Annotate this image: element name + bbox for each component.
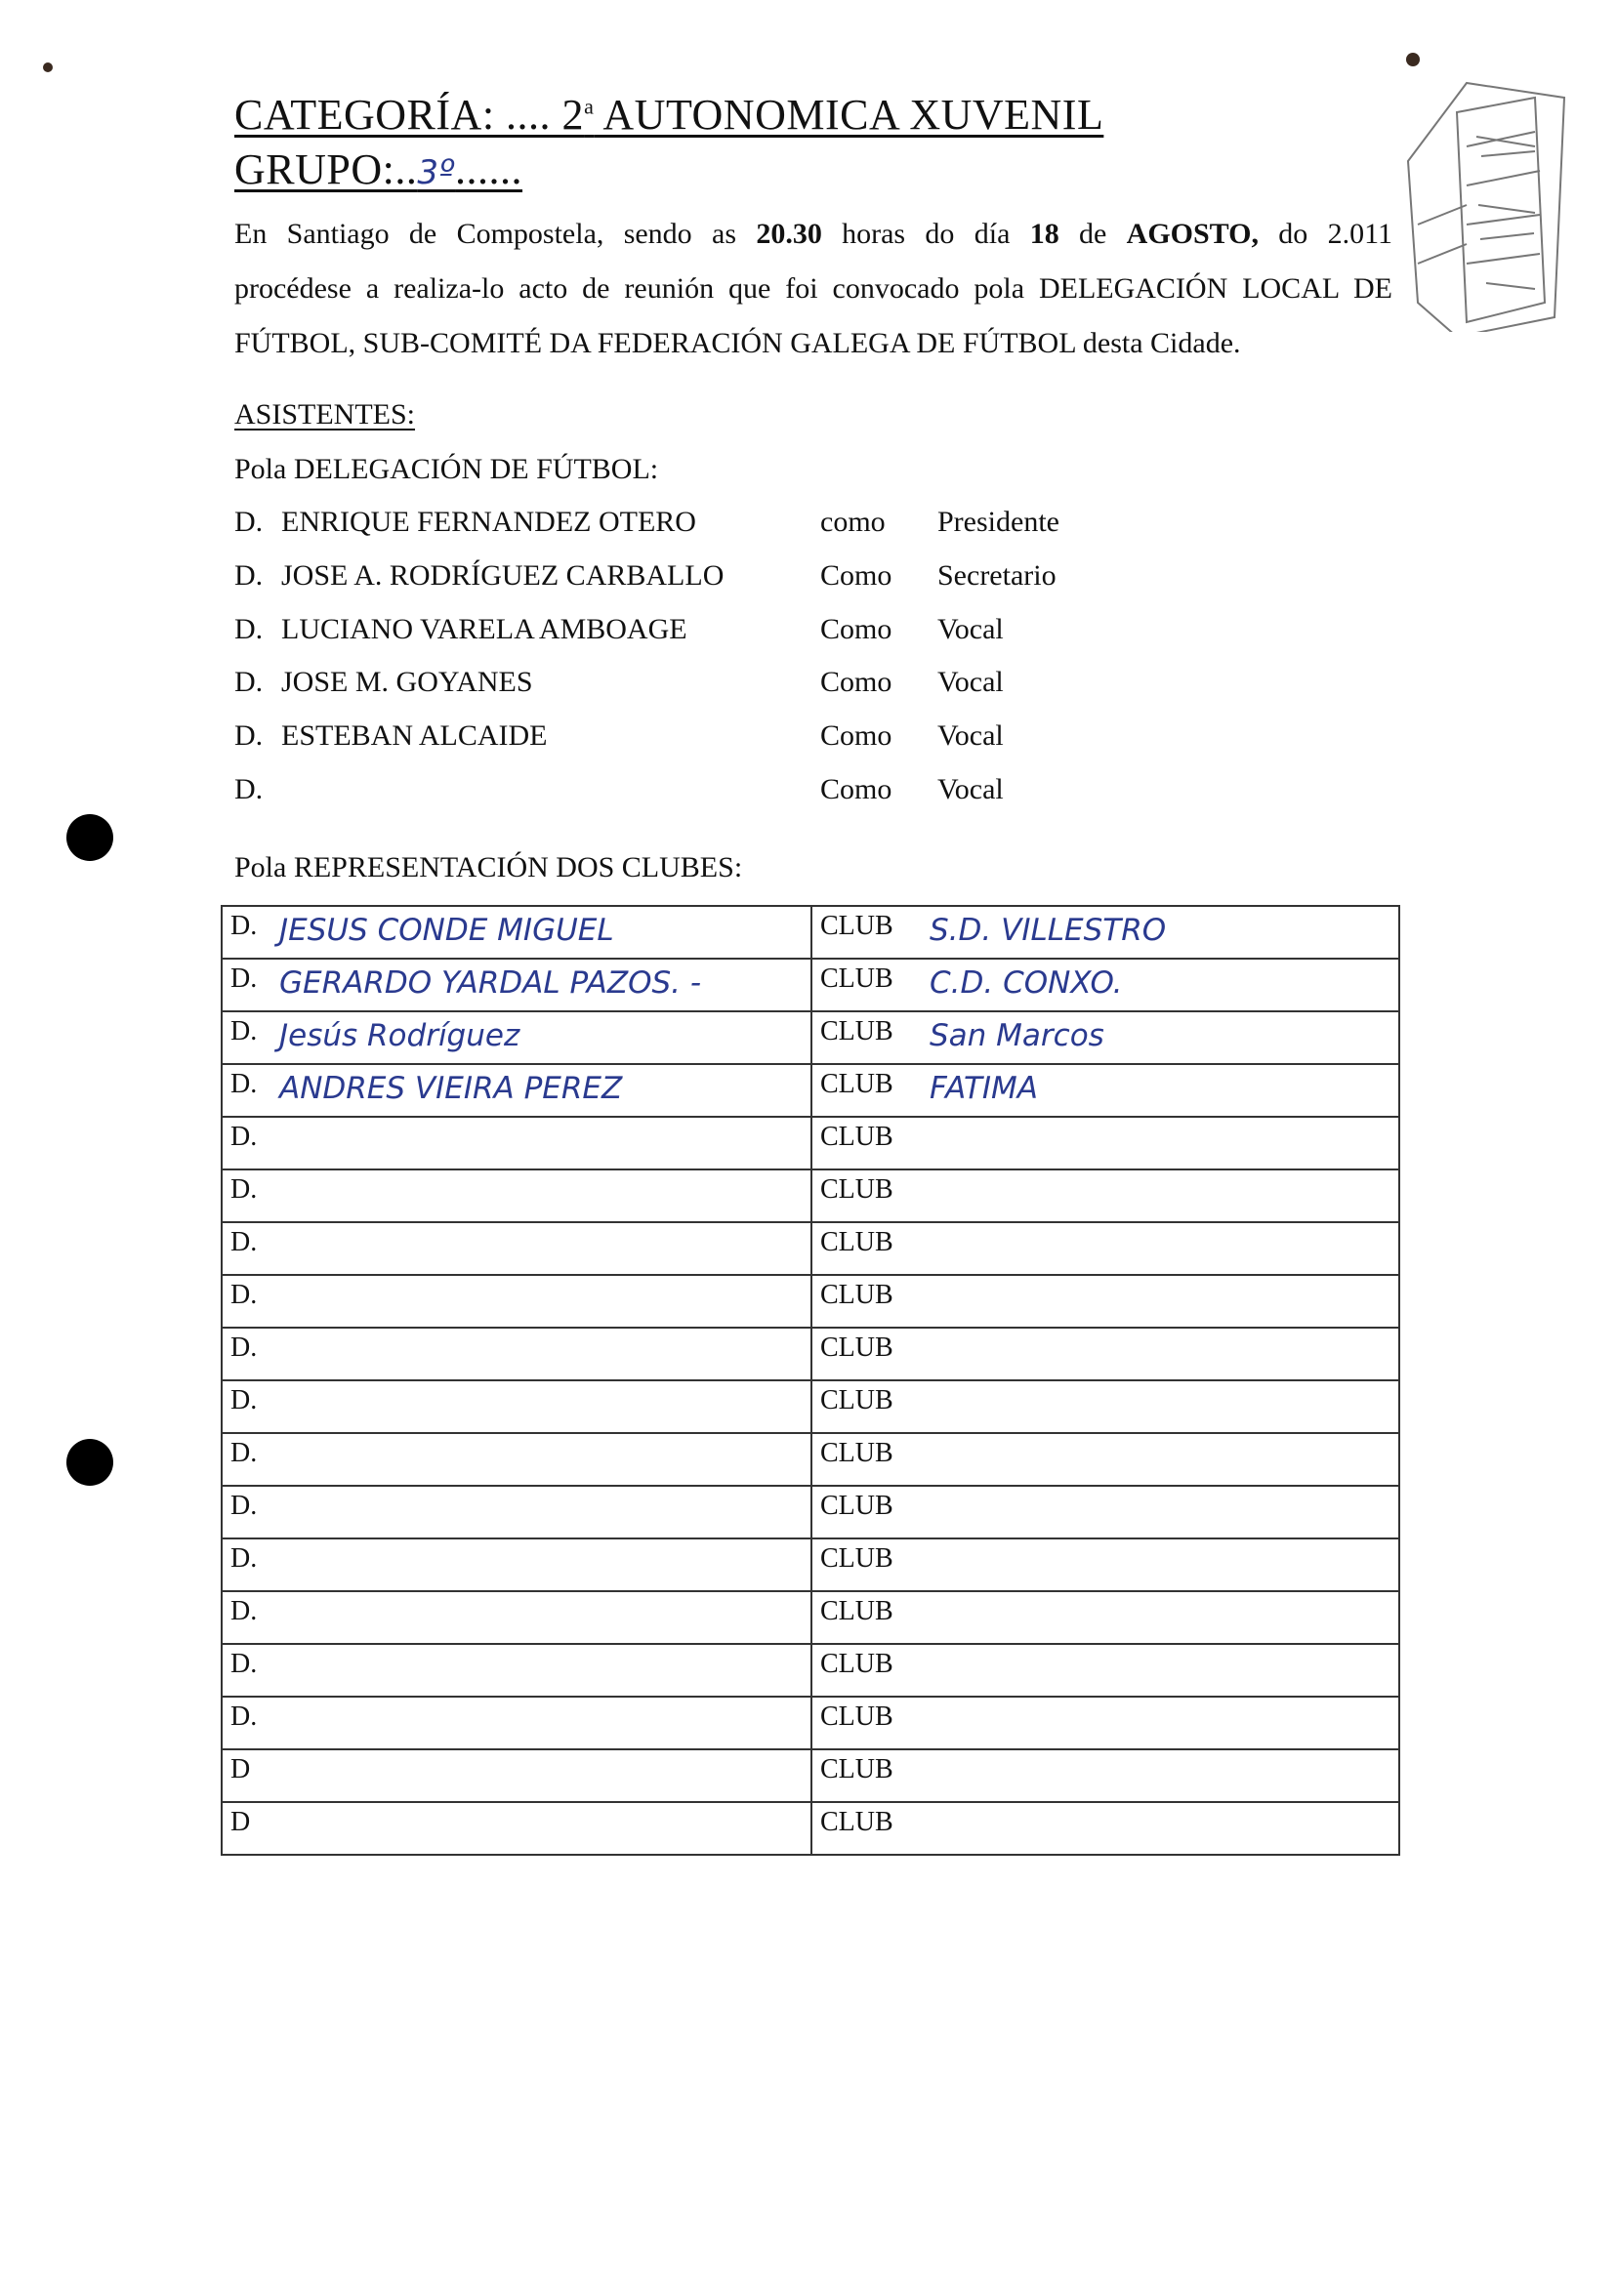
representative-cell — [222, 906, 811, 959]
club-cell — [811, 1117, 1399, 1169]
club-row — [222, 1011, 1399, 1064]
club-label: CLUB — [820, 911, 893, 941]
member-row: D. JOSE M. GOYANES Como Vocal — [234, 666, 1004, 698]
representative-cell — [222, 1591, 811, 1644]
member-row: D. ESTEBAN ALCAIDE Como Vocal — [234, 719, 1004, 752]
representative-prefix: D. — [230, 1438, 258, 1468]
pencil-sketch-icon — [1398, 68, 1574, 332]
representative-cell — [222, 1275, 811, 1328]
club-cell — [811, 1644, 1399, 1697]
categoria-title: CATEGORÍA: .... 2$^a$ AUTONOMICA XUVENIL — [234, 91, 1104, 139]
club-label: CLUB — [820, 1280, 893, 1310]
club-cell — [811, 1328, 1399, 1380]
representative-prefix: D. — [230, 1543, 258, 1574]
representative-prefix: D. — [230, 1069, 258, 1099]
representative-cell — [222, 1117, 811, 1169]
club-label: CLUB — [820, 1596, 893, 1626]
representative-cell — [222, 1222, 811, 1275]
representative-prefix: D. — [230, 1280, 258, 1310]
ink-speck — [1406, 53, 1420, 66]
representative-cell — [222, 1169, 811, 1222]
representative-cell — [222, 1328, 811, 1380]
club-name-handwritten: FATIMA — [930, 1071, 1038, 1106]
clubes-label: Pola REPRESENTACIÓN DOS CLUBES: — [234, 851, 743, 883]
intro-paragraph — [234, 207, 1392, 371]
member-row: D. LUCIANO VARELA AMBOAGE Como Vocal — [234, 613, 1004, 645]
club-row — [222, 959, 1399, 1011]
club-cell — [811, 1433, 1399, 1486]
member-row: D. ENRIQUE FERNANDEZ OTERO como Presidente — [234, 506, 1059, 538]
club-cell — [811, 1169, 1399, 1222]
intro-line-2: procédese a realiza-lo acto de reunión que foi convocado pola DELEGACIÓN LOCAL DE — [234, 272, 1392, 305]
intro-line-3: FÚTBOL, SUB-COMITÉ DA FEDERACIÓN GALEGA DE FÚTBOL desta Cidade. — [234, 327, 1241, 359]
club-cell — [811, 1802, 1399, 1855]
representative-cell — [222, 1380, 811, 1433]
club-row — [222, 1433, 1399, 1486]
club-row — [222, 1328, 1399, 1380]
club-cell — [811, 1538, 1399, 1591]
representative-prefix: D. — [230, 1596, 258, 1626]
representative-cell — [222, 1802, 811, 1855]
club-label: CLUB — [820, 1543, 893, 1574]
representative-cell — [222, 1486, 811, 1538]
club-row — [222, 1697, 1399, 1749]
representative-prefix: D. — [230, 911, 258, 941]
representative-cell — [222, 1433, 811, 1486]
representative-prefix: D. — [230, 964, 258, 994]
club-name-handwritten: S.D. VILLESTRO — [930, 913, 1167, 948]
member-row: D. JOSE A. RODRÍGUEZ CARBALLO Como Secretario — [234, 559, 1057, 592]
clubs-table — [221, 905, 1400, 1856]
asistentes-heading: ASISTENTES: — [234, 398, 416, 430]
club-label: CLUB — [820, 1069, 893, 1099]
representative-prefix: D. — [230, 1016, 258, 1046]
representative-prefix: D — [230, 1807, 251, 1837]
representative-cell — [222, 1697, 811, 1749]
club-label: CLUB — [820, 1227, 893, 1257]
club-cell — [811, 1591, 1399, 1644]
club-row — [222, 1538, 1399, 1591]
club-row — [222, 1802, 1399, 1855]
club-label: CLUB — [820, 1385, 893, 1415]
representative-prefix: D. — [230, 1491, 258, 1521]
representative-prefix: D. — [230, 1174, 258, 1205]
club-cell — [811, 1697, 1399, 1749]
representative-prefix: D. — [230, 1702, 258, 1732]
club-cell — [811, 1222, 1399, 1275]
club-label: CLUB — [820, 1754, 893, 1784]
delegacion-label: Pola DELEGACIÓN DE FÚTBOL: — [234, 453, 659, 485]
club-name-handwritten: C.D. CONXO. — [930, 965, 1123, 1001]
club-label: CLUB — [820, 1332, 893, 1363]
club-row — [222, 1169, 1399, 1222]
club-label: CLUB — [820, 1702, 893, 1732]
club-row — [222, 1275, 1399, 1328]
club-row — [222, 1064, 1399, 1117]
punch-hole — [66, 814, 113, 861]
representative-signature: JESUS CONDE MIGUEL — [279, 913, 614, 948]
club-name-handwritten: San Marcos — [930, 1018, 1104, 1053]
club-label: CLUB — [820, 1174, 893, 1205]
club-cell — [811, 1064, 1399, 1117]
representative-prefix: D. — [230, 1649, 258, 1679]
club-row — [222, 1222, 1399, 1275]
club-row — [222, 1486, 1399, 1538]
club-row — [222, 906, 1399, 959]
representative-cell — [222, 1644, 811, 1697]
club-cell — [811, 1011, 1399, 1064]
representative-prefix: D. — [230, 1227, 258, 1257]
club-label: CLUB — [820, 964, 893, 994]
punch-hole — [66, 1439, 113, 1486]
club-cell — [811, 959, 1399, 1011]
representative-cell — [222, 1538, 811, 1591]
club-cell — [811, 906, 1399, 959]
club-row — [222, 1591, 1399, 1644]
club-row — [222, 1380, 1399, 1433]
representative-signature: GERARDO YARDAL PAZOS. - — [279, 965, 702, 1001]
club-label: CLUB — [820, 1438, 893, 1468]
representative-cell — [222, 959, 811, 1011]
grupo-title: GRUPO:..3º...... — [234, 145, 523, 193]
club-label: CLUB — [820, 1491, 893, 1521]
intro-line-1: En Santiago de Compostela, sendo as 20.30 horas do día 18 de AGOSTO, do 2.011 — [234, 218, 1392, 250]
club-cell — [811, 1275, 1399, 1328]
representative-prefix: D — [230, 1754, 251, 1784]
representative-cell — [222, 1749, 811, 1802]
representative-signature: ANDRES VIEIRA PEREZ — [279, 1071, 623, 1106]
representative-cell — [222, 1064, 811, 1117]
club-label: CLUB — [820, 1016, 893, 1046]
club-label: CLUB — [820, 1649, 893, 1679]
club-cell — [811, 1749, 1399, 1802]
representative-prefix: D. — [230, 1122, 258, 1152]
grupo-handwritten: 3º — [417, 153, 456, 192]
club-row — [222, 1644, 1399, 1697]
club-row — [222, 1117, 1399, 1169]
club-cell — [811, 1486, 1399, 1538]
club-label: CLUB — [820, 1122, 893, 1152]
representative-cell — [222, 1011, 811, 1064]
club-label: CLUB — [820, 1807, 893, 1837]
member-row: D. Como Vocal — [234, 773, 1004, 805]
club-cell — [811, 1380, 1399, 1433]
representative-signature: Jesús Rodríguez — [279, 1018, 520, 1053]
ink-speck — [43, 62, 53, 72]
club-row — [222, 1749, 1399, 1802]
representative-prefix: D. — [230, 1385, 258, 1415]
representative-prefix: D. — [230, 1332, 258, 1363]
